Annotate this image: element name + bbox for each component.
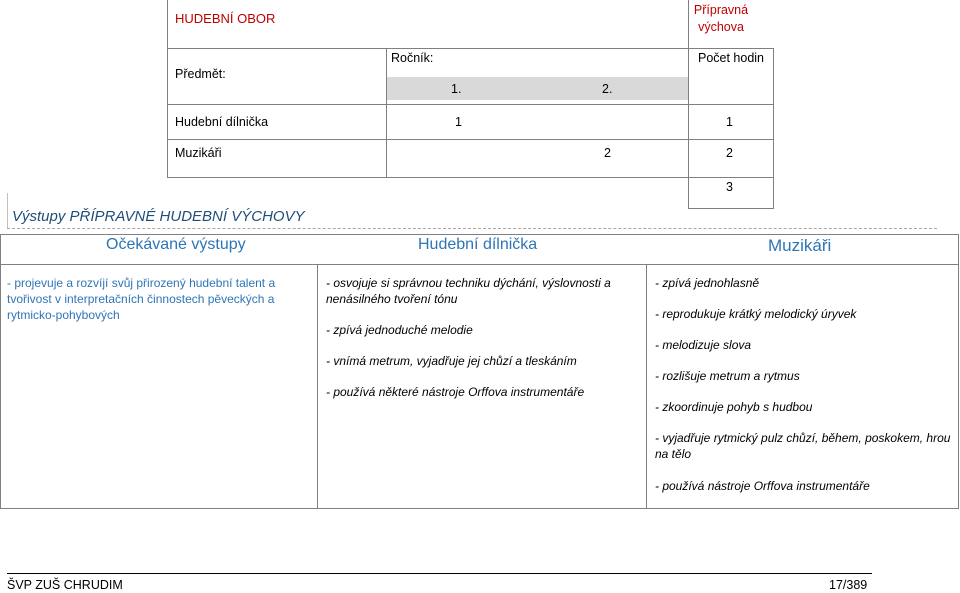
hours-label: Počet hodin	[697, 51, 765, 65]
total-hours: 3	[726, 180, 733, 194]
workshop-item: - zpívá jednoduché melodie	[326, 323, 473, 337]
row-grade: 1	[455, 115, 462, 129]
row-subject: Hudební dílnička	[175, 115, 269, 129]
workshop-item: - vnímá metrum, vyjadřuje jej chůzí a tleskáním	[326, 354, 577, 368]
musicians-item: - zkoordinuje pohyb s hudbou	[655, 400, 813, 414]
footer-school: ŠVP ZUŠ CHRUDIM	[7, 578, 123, 592]
header-musicians: Muzikáři	[768, 236, 832, 255]
grade-1: 1.	[451, 82, 462, 96]
grade-2: 2.	[602, 82, 613, 96]
workshop-item: - osvojuje si správnou techniku dýchání, výslovnosti a nenásilného tvoření tónu	[326, 276, 611, 306]
row-hours: 1	[726, 115, 733, 129]
outputs-title: Výstupy PŘÍPRAVNÉ HUDEBNÍ VÝCHOVY	[12, 208, 305, 225]
header-workshop: Hudební dílnička	[418, 236, 538, 253]
musicians-item: - vyjadřuje rytmický pulz chůzí, během, poskokem, hrou na tělo	[655, 431, 951, 461]
department-title: HUDEBNÍ OBOR	[175, 11, 276, 26]
expected-output-text: - projevuje a rozvíjí svůj přirozený hudební talent a tvořivost v interpretačních činnostech pěveckých a rytmicko-pohybových	[7, 276, 276, 322]
row-grade: 2	[604, 146, 611, 160]
row-hours: 2	[726, 146, 733, 160]
footer-page-number: 17/389	[829, 578, 868, 592]
title-underline	[7, 228, 937, 229]
prep-label: Přípravná výchova	[693, 3, 749, 34]
musicians-item: - rozlišuje metrum a rytmus	[655, 369, 800, 383]
grade-row-shading	[386, 77, 688, 100]
musicians-item: - reprodukuje krátký melodický úryvek	[655, 307, 857, 321]
musicians-item: - zpívá jednohlasně	[655, 276, 760, 290]
musicians-item: - melodizuje slova	[655, 338, 752, 352]
musicians-item: - používá nástroje Orffova instrumentáře	[655, 479, 870, 493]
header-expected-outputs: Očekávané výstupy	[106, 236, 246, 253]
row-subject: Muzikáři	[175, 146, 222, 160]
grade-label: Ročník:	[391, 51, 434, 65]
workshop-item: - používá některé nástroje Orffova instrumentáře	[326, 385, 585, 399]
subject-label: Předmět:	[175, 67, 226, 81]
